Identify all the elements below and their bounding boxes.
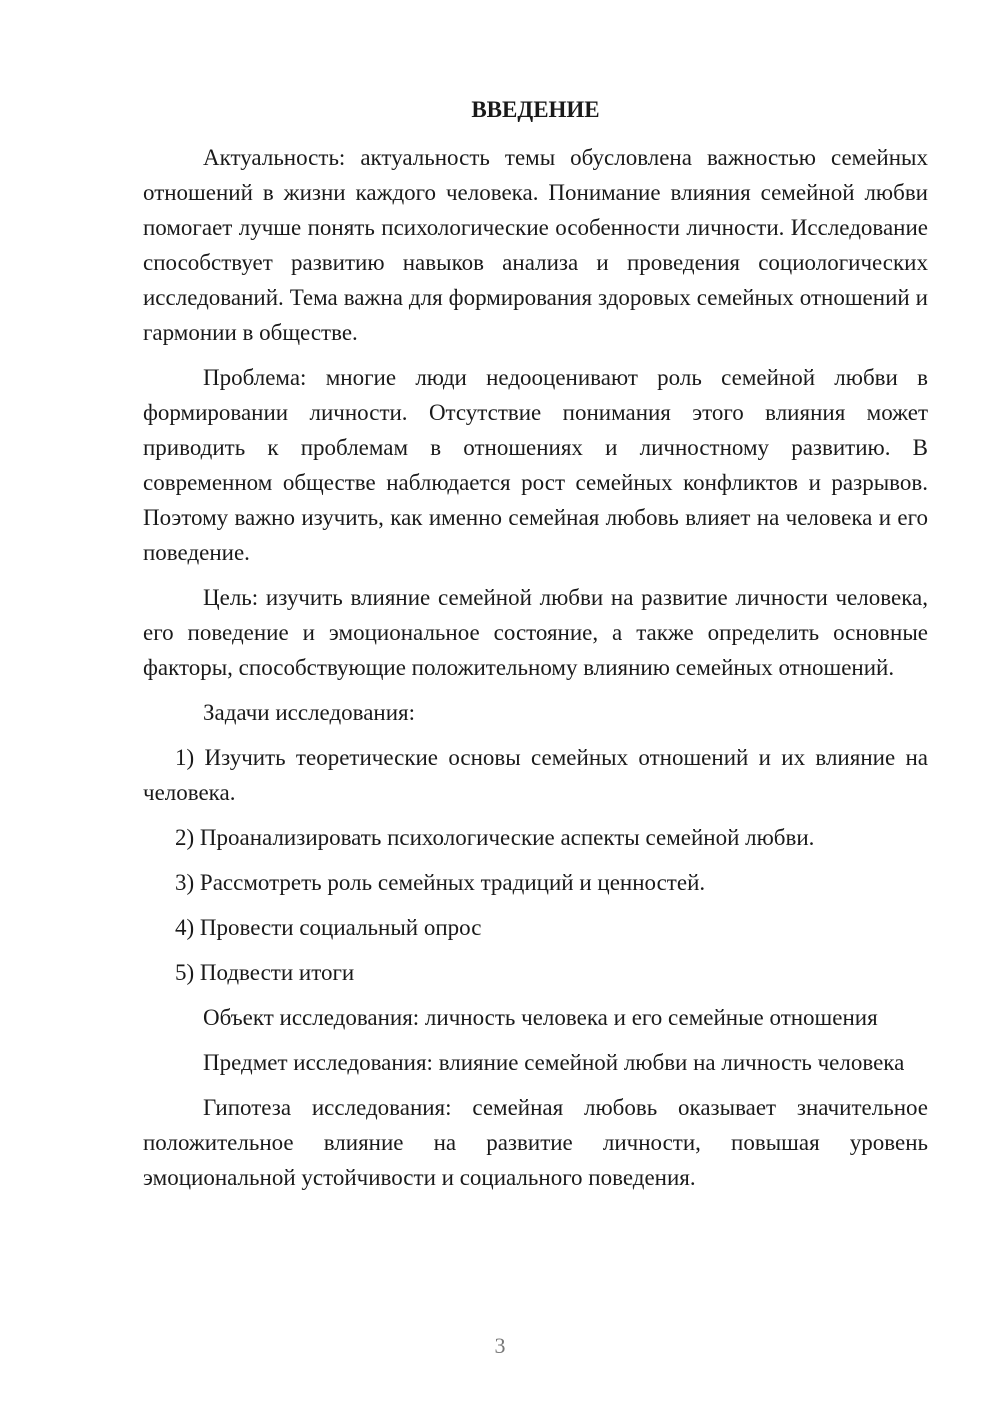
page-content bbox=[143, 94, 928, 1205]
page-title: ВВЕДЕНИЕ bbox=[471, 97, 600, 122]
problem-paragraph: Проблема: многие люди недооценивают роль семейной любви в формировании личности. Отсутствие понимания этого влияния может приводить к проблемам в отношениях и личностному развитию. В современном обществе наблюдается рост семейных конфликтов и разрывов. Поэтому важно изучить, как именно семейная любовь влияет на человека и его поведение. bbox=[143, 365, 928, 565]
goal-paragraph: Цель: изучить влияние семейной любви на развитие личности человека, его поведение и эмоциональное состояние, а также определить основные факторы, способствующие положительному влиянию семейных отношений. bbox=[143, 585, 928, 680]
object-paragraph: Объект исследования: личность человека и его семейные отношения bbox=[203, 1005, 878, 1030]
tasks-heading: Задачи исследования: bbox=[203, 700, 416, 725]
hypothesis-paragraph: Гипотеза исследования: семейная любовь оказывает значительное положительное влияние на развитие личности, повышая уровень эмоциональной устойчивости и социального поведения. bbox=[143, 1095, 928, 1190]
task-item: 4) Провести социальный опрос bbox=[175, 915, 482, 940]
relevance-paragraph: Актуальность: актуальность темы обусловлена важностью семейных отношений в жизни каждого человека. Понимание влияния семейной любви помогает лучше понять психологические особенности личности. Исследование способствует развитию навыков анализа и проведения социологических исследований. Тема важна для формирования здоровых семейных отношений и гармонии в обществе. bbox=[143, 145, 928, 345]
task-item: 5) Подвести итоги bbox=[175, 960, 355, 985]
task-item: 1) Изучить теоретические основы семейных отношений и их влияние на человека. bbox=[143, 745, 928, 805]
subject-paragraph: Предмет исследования: влияние семейной любви на личность человека bbox=[203, 1050, 905, 1075]
task-item: 2) Проанализировать психологические аспекты семейной любви. bbox=[175, 825, 815, 850]
page-number: 3 bbox=[494, 1333, 506, 1358]
task-item: 3) Рассмотреть роль семейных традиций и ценностей. bbox=[175, 870, 706, 895]
